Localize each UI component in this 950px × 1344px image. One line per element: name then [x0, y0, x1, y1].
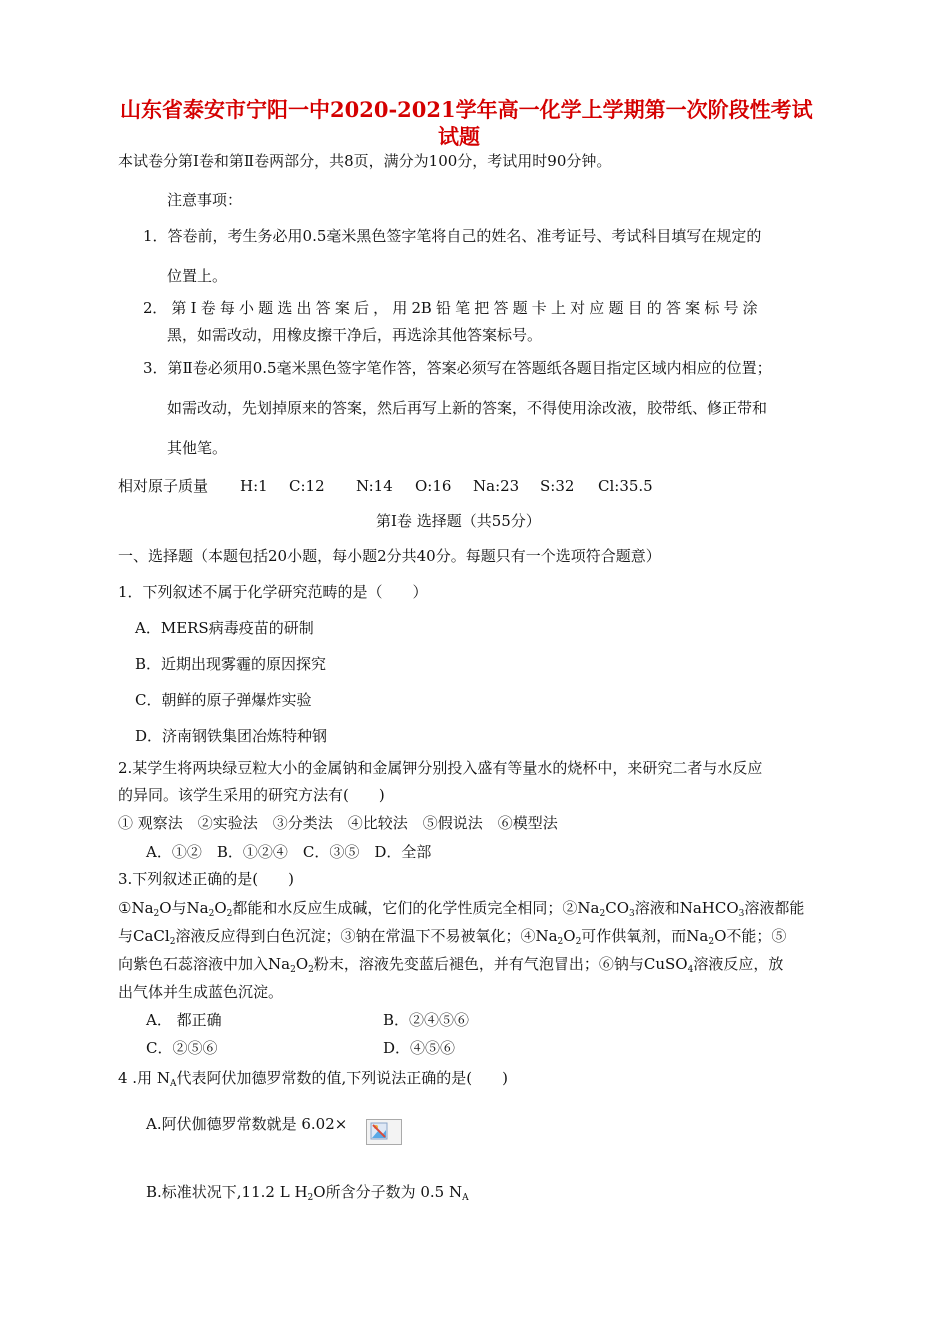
question-1-stem: 1．下列叙述不属于化学研究范畴的是（ ） — [118, 583, 428, 601]
question-3-option-a: A． 都正确 — [146, 1011, 222, 1029]
notice-item-1-line-2: 位置上。 — [167, 267, 228, 285]
notice-heading: 注意事项： — [167, 191, 243, 209]
intro-text: 本试卷分第Ⅰ卷和第Ⅱ卷两部分，共8页，满分为100分，考试用时90分钟。 — [118, 152, 612, 170]
question-2-stem-line-1: 2.某学生将两块绿豆粒大小的金属钠和金属钾分别投入盛有等量水的烧杯中，来研究二者与水反应 — [118, 759, 763, 777]
question-2-options: A．①② B．①②④ C．③⑤ D．全部 — [146, 843, 432, 861]
notice-item-3-line-1: 3．第Ⅱ卷必须用0.5毫米黑色签字笔作答，答案必须写在答题纸各题目指定区域内相应的位置； — [143, 359, 772, 377]
atomic-mass-s: S:32 — [540, 477, 575, 495]
notice-item-1-line-1: 1．答卷前，考生务必用0.5毫米黑色签字笔将自己的姓名、准考证号、考试科目填写在规定的 — [143, 227, 762, 245]
question-1-option-b: B．近期出现雾霾的原因探究 — [135, 655, 327, 673]
notice-item-2-line-2: 黑，如需改动，用橡皮擦干净后，再选涂其他答案标号。 — [167, 326, 543, 344]
question-1-option-c: C．朝鲜的原子弹爆炸实验 — [135, 691, 312, 709]
notice-item-2-line-1: 2． 第 Ⅰ 卷 每 小 题 选 出 答 案 后 ， 用 2B 铅 笔 把 答 题 卡 上 对 应 题 目 的 答 案 标 号 涂 — [143, 299, 758, 317]
notice-item-3-line-2: 如需改动，先划掉原来的答案，然后再写上新的答案，不得使用涂改液，胶带纸、修正带和 — [167, 399, 768, 417]
notice-item-3-line-3: 其他笔。 — [167, 439, 228, 457]
atomic-mass-n: N:14 — [356, 477, 393, 495]
question-4-option-b: B.标准状况下,11.2 L $H_2O$所含分子数为 0.5 $N_A$ — [146, 1183, 469, 1203]
atomic-mass-c: C:12 — [289, 477, 325, 495]
atomic-mass-cl: Cl:35.5 — [598, 477, 653, 495]
question-3-option-d: D．④⑤⑥ — [383, 1039, 456, 1057]
question-3-option-b: B．②④⑤⑥ — [383, 1011, 470, 1029]
question-3-statement-line-2: 与CaCl$_2$溶液反应得到白色沉淀；③钠在常温下不易被氧化；$④Na_2O_2$可作供氧剂，而$Na_2O$不能；⑤ — [118, 927, 787, 947]
title-line-1: 山东省泰安市宁阳一中2020-2021学年高一化学上学期第一次阶段性考试 — [120, 97, 813, 122]
atomic-mass-h: H:1 — [240, 477, 268, 495]
question-1-option-a: A．MERS病毒疫苗的研制 — [135, 619, 314, 637]
question-3-stem: 3.下列叙述正确的是( ) — [118, 870, 295, 888]
question-3-statement-line-1: $①Na_2O$与$Na_2O_2$都能和水反应生成碱，它们的化学性质完全相同；$②Na_2CO_3$溶液和NaHCO$_3$溶液都能 — [118, 899, 805, 919]
question-3-statement-line-3: 向紫色石蕊溶液中加入$Na_2O_2$粉末，溶液先变蓝后褪色，并有气泡冒出；⑥钠与CuSO$_4$溶液反应，放 — [118, 955, 784, 975]
broken-image-icon — [366, 1119, 402, 1145]
atomic-mass-na: Na:23 — [473, 477, 520, 495]
title-line-2: 试题 — [438, 124, 480, 149]
question-2-stem-line-2: 的异同。该学生采用的研究方法有( ) — [118, 786, 385, 804]
question-3-statement-line-4: 出气体并生成蓝色沉淀。 — [118, 983, 284, 1001]
question-4-option-a: A.阿伏伽德罗常数就是 6.02× — [146, 1115, 348, 1133]
question-2-methods: ① 观察法 ②实验法 ③分类法 ④比较法 ⑤假说法 ⑥模型法 — [118, 814, 558, 832]
question-1-option-d: D．济南钢铁集团冶炼特种钢 — [135, 727, 328, 745]
atomic-mass-o: O:16 — [415, 477, 452, 495]
question-3-option-c: C．②⑤⑥ — [146, 1039, 218, 1057]
question-4-stem: 4 .用 $N_A$代表阿伏加德罗常数的值,下列说法正确的是( ) — [118, 1069, 508, 1089]
atomic-mass-label: 相对原子质量 — [118, 477, 209, 495]
section-1-heading: 第Ⅰ卷 选择题（共55分） — [376, 512, 541, 530]
section-1-part-heading: 一、选择题（本题包括20小题，每小题2分共40分。每题只有一个选项符合题意） — [118, 547, 661, 565]
